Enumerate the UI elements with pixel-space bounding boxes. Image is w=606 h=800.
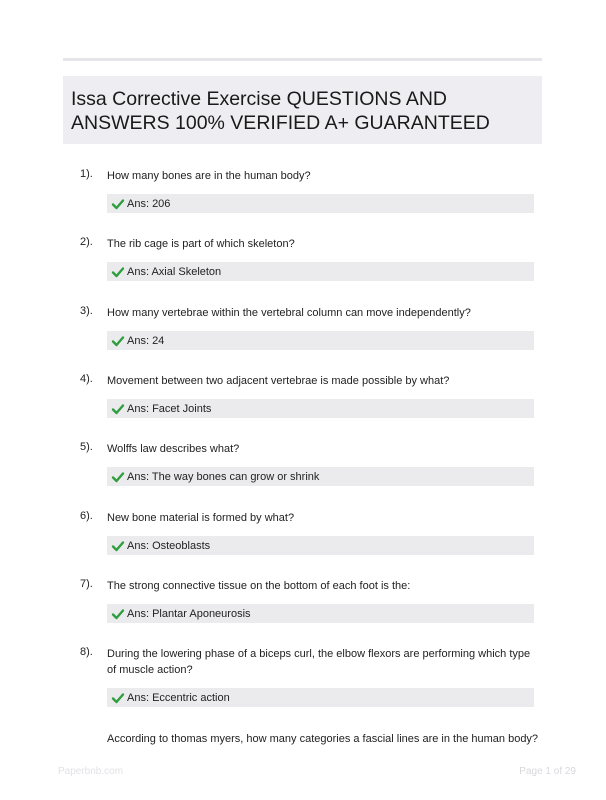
footer-watermark: Paperbnb.com [58,766,124,777]
page-indicator: Page 1 of 29 [519,766,576,777]
checkmark-icon [111,470,125,484]
answer-box [107,399,534,418]
answer-text: Ans: The way bones can grow or shrink [127,470,320,483]
answer-text: Ans: Eccentric action [127,691,230,704]
qa-item [80,168,540,213]
question-text: New bone material is formed by what? [107,512,295,524]
question-text: Wolffs law describes what? [107,443,240,455]
checkmark-icon [111,607,125,621]
question-text: The strong connective tissue on the bottom of each foot is the: [107,580,411,592]
answer-text: Ans: Plantar Aponeurosis [127,607,251,620]
question-number: 3). [80,305,93,317]
answer-box [107,262,534,281]
checkmark-icon [111,691,125,705]
question-number: 8). [80,646,93,658]
question-number: 6). [80,510,93,522]
title-banner [63,76,542,144]
qa-item [80,578,540,623]
answer-box [107,688,534,707]
answer-box [107,604,534,623]
question-text: Movement between two adjacent vertebrae is made possible by what? [107,375,450,387]
question-number: 5). [80,441,93,453]
question-number: 4). [80,373,93,385]
answer-text: Ans: Axial Skeleton [127,265,222,278]
qa-item [80,236,540,281]
question-text: According to thomas myers, how many categories a fascial lines are in the human body? [107,733,539,745]
qa-item [80,373,540,418]
checkmark-icon [111,265,125,279]
qa-item [80,731,540,747]
question-text: During the lowering phase of a biceps curl, the elbow flexors are performing which type of muscle action? [107,648,531,676]
answer-box [107,331,534,350]
answer-text: Ans: 206 [127,197,171,210]
checkmark-icon [111,539,125,553]
answer-box [107,467,534,486]
answer-box [107,536,534,555]
question-number: 7). [80,578,93,590]
question-number: 1). [80,168,93,180]
document-title: Issa Corrective Exercise QUESTIONS AND ANSWERS 100% VERIFIED A+ GUARANTEED [71,88,490,134]
question-number: 2). [80,236,93,248]
checkmark-icon [111,402,125,416]
answer-text: Ans: 24 [127,334,165,347]
qa-item [80,510,540,555]
answer-box [107,194,534,213]
answer-text: Ans: Facet Joints [127,402,212,415]
qa-item [80,305,540,350]
question-text: How many bones are in the human body? [107,170,311,182]
qa-item [80,441,540,486]
checkmark-icon [111,197,125,211]
checkmark-icon [111,334,125,348]
question-text: The rib cage is part of which skeleton? [107,238,295,250]
top-divider [63,58,542,61]
question-text: How many vertebrae within the vertebral column can move independently? [107,307,471,319]
qa-item [80,646,540,707]
answer-text: Ans: Osteoblasts [127,539,211,552]
